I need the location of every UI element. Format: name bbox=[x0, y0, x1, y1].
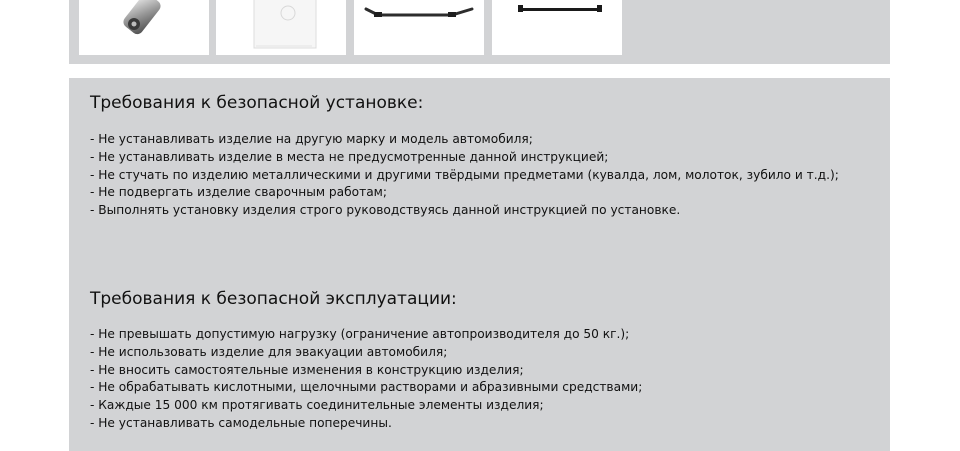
instruction-sheet-icon bbox=[216, 0, 346, 55]
list-item: - Не обрабатывать кислотными, щелочными растворами и абразивными средствами; bbox=[90, 380, 643, 395]
list-item: - Не превышать допустимую нагрузку (ограничение автопроизводителя до 50 кг.); bbox=[90, 327, 630, 341]
safety-requirements-panel bbox=[69, 78, 890, 451]
list-item: - Не устанавливать самодельные поперечины. bbox=[90, 415, 392, 430]
list-item: - Выполнять установку изделия строго руководствуясь данной инструкцией по установке. bbox=[90, 203, 681, 218]
gallery-thumb-2[interactable] bbox=[216, 0, 346, 55]
list-item: - Каждые 15 000 км протягивать соединительные элементы изделия; bbox=[90, 398, 544, 413]
gallery-thumb-4[interactable] bbox=[492, 0, 622, 55]
gallery-thumb-1[interactable] bbox=[79, 0, 209, 55]
operation-requirements-heading: Требования к безопасной эксплуатации: bbox=[90, 289, 457, 309]
list-item: - Не стучать по изделию металлическими и другими твёрдыми предметами (кувалда, лом, молоток, зубило и т.д.); bbox=[90, 167, 839, 182]
installation-requirements-list bbox=[90, 131, 839, 220]
roof-rail-icon bbox=[354, 0, 484, 55]
list-item: - Не использовать изделие для эвакуации автомобиля; bbox=[90, 344, 448, 359]
list-item: - Не вносить самостоятельные изменения в конструкцию изделия; bbox=[90, 362, 524, 377]
operation-requirements-list bbox=[90, 326, 642, 433]
lock-cylinder-icon bbox=[79, 0, 209, 55]
product-gallery bbox=[69, 0, 890, 64]
gallery-thumb-3[interactable] bbox=[354, 0, 484, 55]
list-item: - Не устанавливать изделие в места не предусмотренные данной инструкцией; bbox=[90, 149, 609, 164]
list-item: - Не устанавливать изделие на другую марку и модель автомобиля; bbox=[90, 132, 533, 146]
crossbar-icon bbox=[492, 0, 622, 55]
installation-requirements-heading: Требования к безопасной установке: bbox=[90, 93, 424, 113]
list-item: - Не подвергать изделие сварочным работам; bbox=[90, 185, 387, 200]
